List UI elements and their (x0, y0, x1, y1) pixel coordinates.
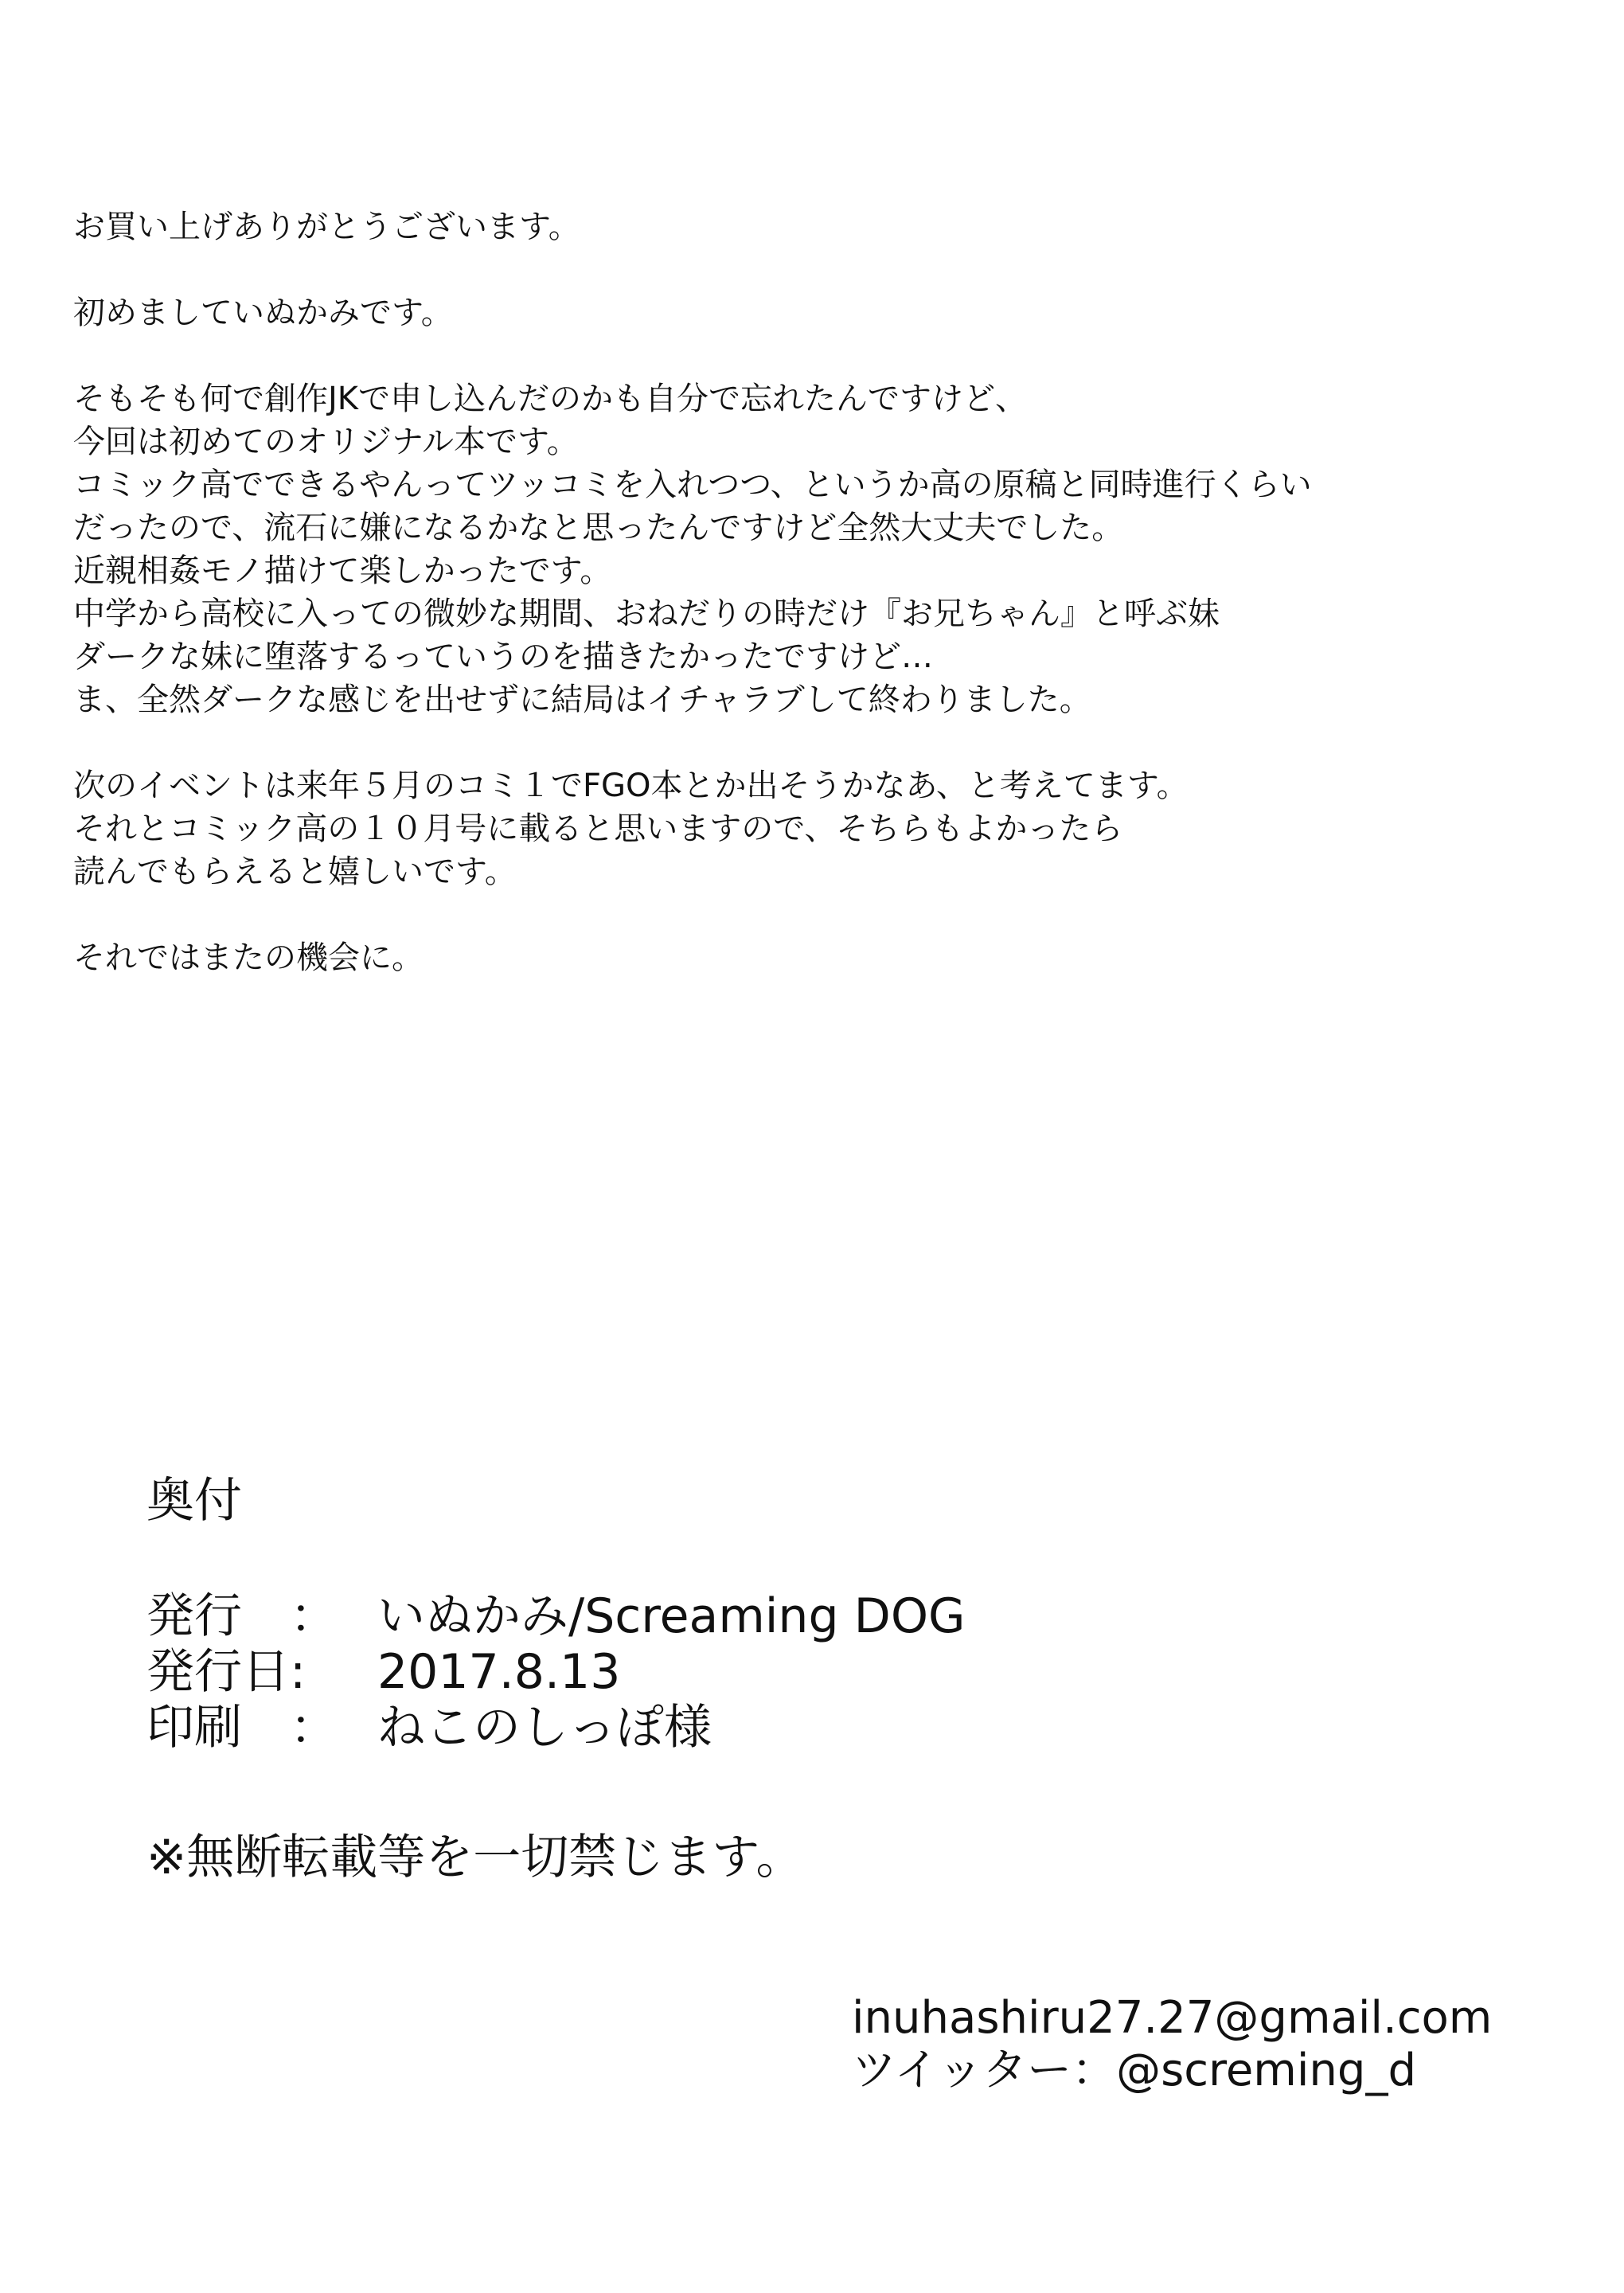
body-line: 中学から高校に入っての微妙な期間、おねだりの時だけ『お兄ちゃん』と呼ぶ妹 (73, 596, 1220, 632)
afterword (73, 205, 1586, 979)
colophon-value: いぬかみ/Screaming DOG (377, 1588, 966, 1644)
colophon-row-printer (146, 1700, 966, 1756)
next-event-line: 次のイベントは来年５月のコミ１でFGO本とか出そうかなあ、と考えてます。 (73, 768, 1189, 804)
thanks-line: お買い上げありがとうございます。 (73, 209, 580, 245)
body-line: 今回は初めてのオリジナル本です。 (73, 424, 579, 460)
body-line: コミック高でできるやんってツッコミを入れつつ、というか高の原稿と同時進行くらい (73, 467, 1312, 503)
colophon-value: ねこのしっぽ様 (377, 1700, 712, 1756)
body-line: ダークな妹に堕落するっていうのを描きたかったですけど… (73, 639, 933, 675)
colophon-row-date (146, 1644, 966, 1700)
paragraph-gap (73, 893, 1586, 936)
contact-twitter: ツイッター：@screming_d (852, 2045, 1416, 2096)
closing-line: それではまたの機会に。 (73, 939, 424, 976)
colophon-row-publisher (146, 1588, 966, 1644)
contact-info (852, 1992, 1492, 2097)
colophon-title: 奥付 (146, 1473, 242, 1529)
colophon-key: 印刷 ： (146, 1700, 338, 1756)
reprint-notice: ※無断転載等を一切禁じます。 (146, 1830, 804, 1885)
body-line: ま、全然ダークな感じを出せずに結局はイチャラブして終わりました。 (73, 682, 1091, 718)
colophon-table (146, 1588, 966, 1756)
intro-line: 初めましていぬかみです。 (73, 295, 453, 331)
paragraph-gap (73, 248, 1586, 291)
next-event-line: 読んでもらえると嬉しいです。 (73, 854, 517, 890)
colophon-key: 発行日: (146, 1644, 306, 1700)
body-line: そもそも何で創作JKで申し込んだのかも自分で忘れたんですけど、 (73, 381, 1028, 417)
body-line: だったので、流石に嫌になるかなと思ったんですけど全然大丈夫でした。 (73, 510, 1124, 546)
colophon-key: 発行 ： (146, 1588, 338, 1644)
body-line: 近親相姦モノ描けて楽しかったです。 (73, 553, 612, 589)
colophon-value: 2017.8.13 (377, 1644, 621, 1700)
paragraph-gap (73, 721, 1586, 764)
next-event-line: それとコミック高の１０月号に載ると思いますので、そちらもよかったら (73, 811, 1123, 847)
paragraph-gap (73, 334, 1586, 377)
contact-email: inuhashiru27.27@gmail.com (852, 1992, 1493, 2044)
